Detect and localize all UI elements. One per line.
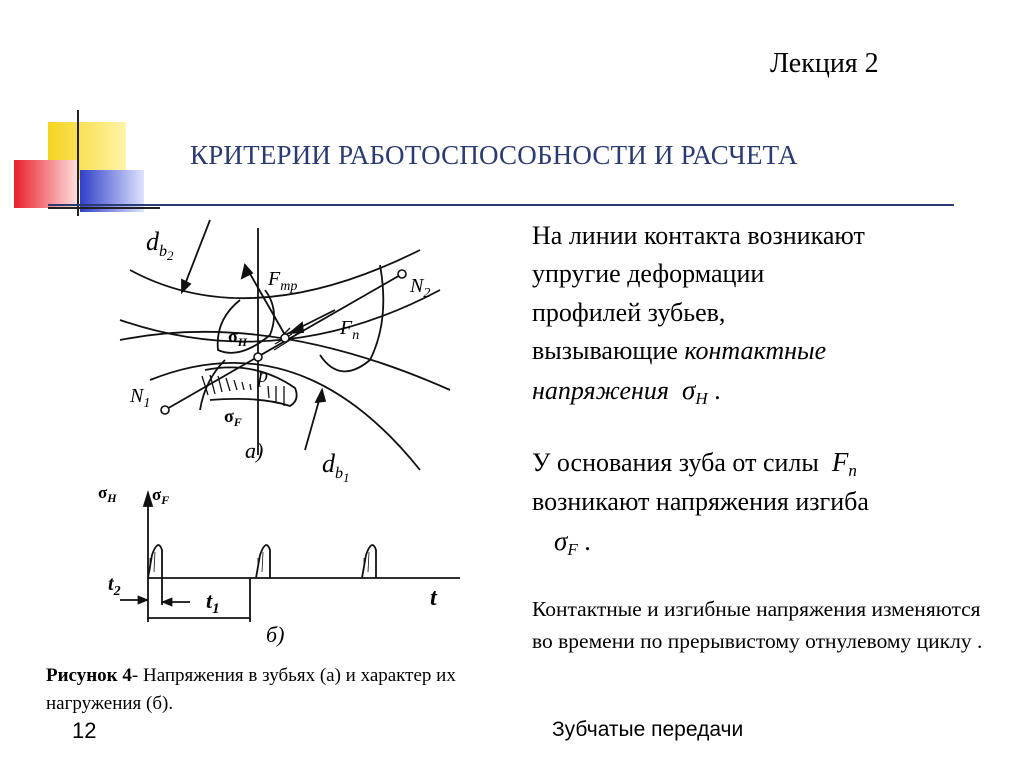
label-db2: $d_b2$ xyxy=(146,227,174,263)
label-fn: $F_n$ xyxy=(340,317,360,343)
label-axis-sigma-f: $\sigma_F$ xyxy=(152,485,170,507)
label-db1: $d_b1$ xyxy=(322,449,350,485)
label-part-a: а) xyxy=(245,438,264,463)
label-part-b: б) xyxy=(266,622,285,647)
para1-line5: напряжения $\sigma_H$ . xyxy=(532,374,721,408)
gear-stress-diagram xyxy=(90,210,490,650)
sigma-f-symbol: $\sigma_F$ xyxy=(554,525,578,559)
label-axis-sigma: $\sigma_H$ xyxy=(98,483,117,505)
para1-line3: профилей зубьев, xyxy=(532,297,726,327)
contact-point xyxy=(281,334,289,342)
footer-title: Зубчатые передачи xyxy=(552,718,744,741)
lower-base-circle xyxy=(150,363,420,470)
label-sigma-h: $\sigma_H$ xyxy=(228,326,248,349)
label-t: t xyxy=(430,585,437,611)
para2-line3: $\sigma_F$ . xyxy=(554,525,591,559)
figure-caption: Рисунок 4- Напряжения в зубьях (а) и характер их нагружения (б). xyxy=(46,665,456,714)
page-number: 12 xyxy=(72,718,97,743)
label-sigma-f: $\sigma_F$ xyxy=(224,406,242,429)
slide-title: КРИТЕРИИ РАБОТОСПОСОБНОСТИ И РАСЧЕТА xyxy=(190,140,798,170)
para1-line1: На линии контакта возникают xyxy=(532,221,865,250)
pole-point xyxy=(254,353,262,361)
para1-line4: вызывающие контактные xyxy=(532,336,827,366)
para2-line1: У основания зуба от силы $F_n$ xyxy=(532,447,857,480)
contact-stress-paragraph xyxy=(532,217,1002,411)
label-t2: $t_2$ xyxy=(108,573,121,599)
label-t1: $t_1$ xyxy=(206,588,220,617)
para2-line2: возникают напряжения изгиба xyxy=(532,487,869,517)
label-n1: $N_1$ xyxy=(130,385,151,411)
lecture-label: Лекция 2 xyxy=(770,48,879,79)
label-n2: $N_2$ xyxy=(410,275,431,301)
point-n2 xyxy=(398,270,406,278)
force-fn-symbol: $F_n$ xyxy=(831,447,857,480)
point-n1 xyxy=(161,406,169,414)
title-divider xyxy=(48,204,954,206)
para1-line2: упругие деформации xyxy=(532,259,765,289)
bending-stress-paragraph xyxy=(532,443,1002,562)
label-ftr: $F_{тр}$ xyxy=(268,268,298,294)
contact-word: контактные xyxy=(684,336,827,366)
cycle-paragraph: Контактные и изгибные напряжения изменяются во времени по прерывистому отнулевому циклу . xyxy=(532,597,983,654)
sigma-h-symbol: $\sigma_H$ xyxy=(682,374,708,408)
label-p: p xyxy=(258,365,268,387)
